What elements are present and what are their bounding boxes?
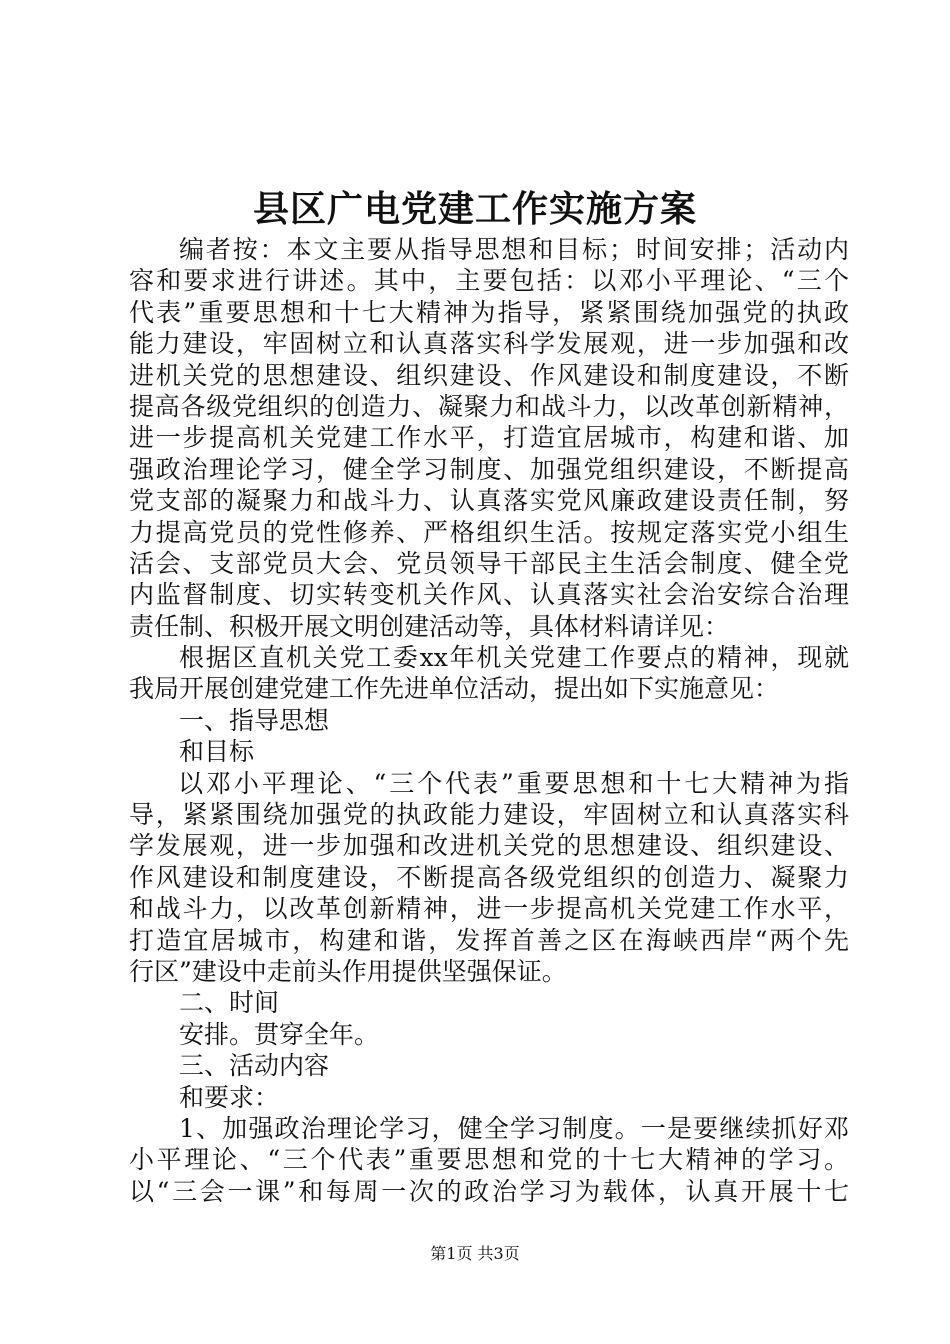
body-line: 编者按：本文主要从指导思想和目标；时间安排；活动内 xyxy=(179,235,849,264)
body-line: 力提高党员的党性修养、严格组织生活。按规定落实党小组生 xyxy=(129,517,849,547)
body-line: 活会、支部党员大会、党员领导干部民主生活会制度、健全党 xyxy=(129,548,849,578)
document-body xyxy=(129,234,849,1207)
body-line: 提高各级党组织的创造力、凝聚力和战斗力，以改革创新精神， xyxy=(129,391,849,421)
body-line: 小平理论、“三个代表”重要思想和党的十七大精神的学习。 xyxy=(129,1145,849,1175)
body-line: 强政治理论学习，健全学习制度、加强党组织建设，不断提高 xyxy=(129,454,849,484)
section-heading: 和要求： xyxy=(179,1082,280,1112)
body-line: 内监督制度、切实转变机关作风、认真落实社会治安综合治理 xyxy=(129,580,849,610)
body-line: 打造宜居城市，构建和谐，发挥首善之区在海峡西岸“两个先 xyxy=(129,925,849,955)
document-title: 县区广电党建工作实施方案 xyxy=(252,188,697,230)
body-line: 代表”重要思想和十七大精神为指导，紧紧围绕加强党的执政 xyxy=(129,297,849,327)
section-heading: 二、时间 xyxy=(179,988,280,1018)
section-heading: 和目标 xyxy=(179,737,255,767)
section-heading: 三、活动内容 xyxy=(179,1051,330,1081)
body-line: 导，紧紧围绕加强党的执政能力建设，牢固树立和认真落实科 xyxy=(129,800,849,830)
body-line: 容和要求进行讲述。其中，主要包括：以邓小平理论、“三个 xyxy=(129,266,849,296)
body-line: 作风建设和制度建设，不断提高各级党组织的创造力、凝聚力 xyxy=(129,862,849,892)
body-line: 根据区直机关党工委xx年机关党建工作要点的精神，现就 xyxy=(179,643,849,673)
body-line: 责任制、积极开展文明创建活动等，具体材料请详见： xyxy=(129,611,730,641)
page-number-footer: 第1页 共3页 xyxy=(430,1244,520,1263)
body-line: 行区”建设中走前头作用提供坚强保证。 xyxy=(129,956,567,986)
body-line: 党支部的凝聚力和战斗力、认真落实党风廉政建设责任制，努 xyxy=(129,486,849,516)
body-line: 安排。贯穿全年。 xyxy=(179,1019,380,1049)
body-line: 以邓小平理论、“三个代表”重要思想和十七大精神为指 xyxy=(178,768,849,798)
body-line: 学发展观，进一步加强和改进机关党的思想建设、组织建设、 xyxy=(129,831,849,861)
body-line: 1、加强政治理论学习，健全学习制度。一是要继续抓好邓 xyxy=(179,1113,849,1143)
section-heading: 一、指导思想 xyxy=(179,705,330,735)
body-line: 和战斗力，以改革创新精神，进一步提高机关党建工作水平， xyxy=(129,894,849,924)
body-line: 能力建设，牢固树立和认真落实科学发展观，进一步加强和改 xyxy=(129,329,849,359)
body-line: 进一步提高机关党建工作水平，打造宜居城市，构建和谐、加 xyxy=(129,423,849,453)
body-line: 进机关党的思想建设、组织建设、作风建设和制度建设，不断 xyxy=(129,360,849,390)
body-line: 我局开展创建党建工作先进单位活动，提出如下实施意见： xyxy=(129,674,780,704)
body-line: 以“三会一课”和每周一次的政治学习为载体，认真开展十七 xyxy=(129,1176,849,1206)
